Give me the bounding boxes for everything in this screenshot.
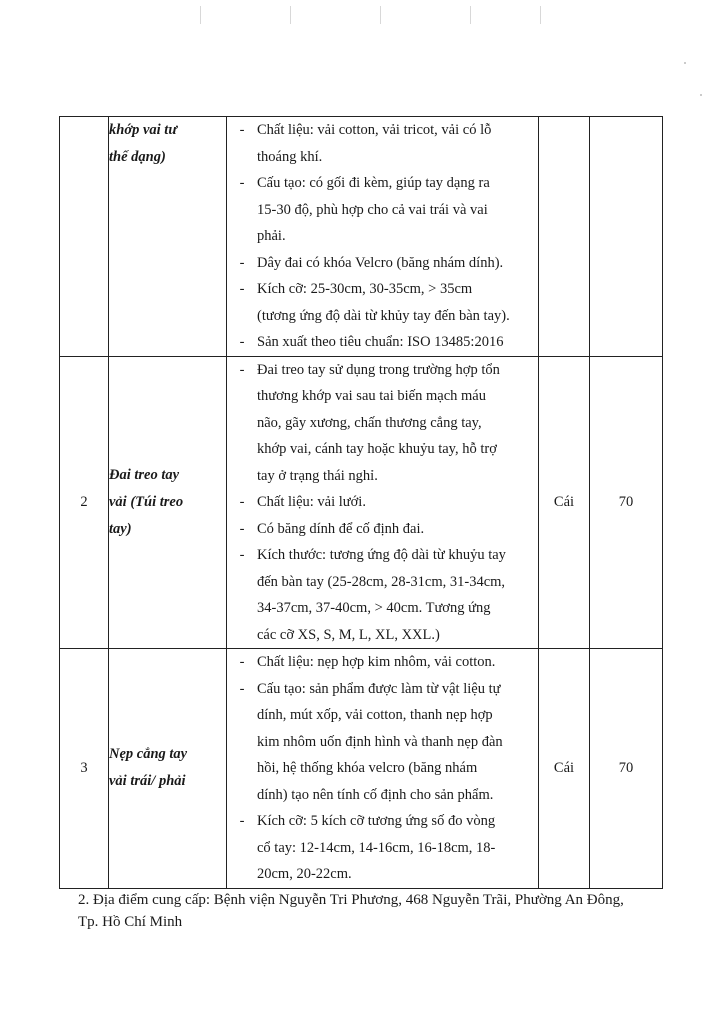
quantity-cell xyxy=(590,117,663,357)
bullet-dash: - xyxy=(239,494,245,510)
spec-item-text: Kích cỡ: 5 kích cỡ tương ứng số đo vòng cổ tay: 12-14cm, 14-16cm, 16-18cm, 18- 20cm, 20-22cm. xyxy=(257,813,496,882)
spec-item xyxy=(227,489,538,516)
spec-item xyxy=(227,516,538,543)
bullet-dash: - xyxy=(239,281,245,297)
bullet-dash: - xyxy=(239,254,245,271)
spec-item xyxy=(227,117,538,170)
spec-item xyxy=(227,329,538,356)
bullet-dash: - xyxy=(239,334,245,350)
table-row xyxy=(60,356,663,649)
bullet-dash: - xyxy=(239,361,245,378)
product-name: Đai treo tay vải (Túi treo tay) xyxy=(109,466,184,537)
scan-speck xyxy=(684,62,686,64)
bullet-dash: - xyxy=(239,654,245,670)
spec-item xyxy=(227,676,538,809)
bullet-dash: - xyxy=(239,122,245,138)
product-name-cell xyxy=(109,117,227,357)
spec-item xyxy=(227,357,538,490)
specification-cell xyxy=(227,356,539,649)
spec-item xyxy=(227,649,538,676)
spec-item-text: Cấu tạo: có gối đi kèm, giúp tay dạng ra 15-30 độ, phù hợp cho cả vai trái và vai phải. xyxy=(257,175,490,244)
product-spec-table xyxy=(59,116,663,889)
product-name-cell xyxy=(109,649,227,889)
spec-item-text: Sản xuất theo tiêu chuẩn: ISO 13485:2016 xyxy=(257,334,504,350)
product-name: Nẹp cẳng tay vải trái/ phải xyxy=(109,746,188,790)
table-row xyxy=(60,117,663,357)
row-number: 3 xyxy=(60,649,109,889)
spec-table-body xyxy=(60,117,663,889)
spec-item xyxy=(227,250,538,277)
delivery-location: 2. Địa điểm cung cấp: Bệnh viện Nguyễn Tri Phương, 468 Nguyễn Trãi, Phường An Đông, Tp. Hồ Chí Minh xyxy=(78,892,624,930)
spec-item xyxy=(227,808,538,888)
bullet-dash: - xyxy=(239,175,245,191)
unit-cell: Cái xyxy=(539,649,590,889)
bullet-dash: - xyxy=(239,680,245,697)
unit-cell xyxy=(539,117,590,357)
spec-item-text: Chất liệu: nẹp hợp kim nhôm, vải cotton. xyxy=(257,654,496,670)
quantity-cell: 70 xyxy=(590,356,663,649)
spec-item-text: Kích cỡ: 25-30cm, 30-35cm, > 35cm (tương ứng độ dài từ khủy tay đến bàn tay). xyxy=(257,281,510,324)
bullet-dash: - xyxy=(239,813,245,829)
scan-speck xyxy=(700,94,702,96)
spec-item xyxy=(227,276,538,329)
spec-item-text: Cấu tạo: sản phẩm được làm từ vật liệu tự dính, mút xốp, vải cotton, thanh nẹp hợp kim nhôm uốn định hình và thanh nẹp đàn hồi, hệ thống khóa velcro (băng nhám dính) tạo nên tính cố định cho sản phẩm. xyxy=(257,680,503,803)
specification-cell xyxy=(227,117,539,357)
bullet-dash: - xyxy=(239,547,245,563)
spec-item-text: Có băng dính để cố định đai. xyxy=(257,520,425,537)
row-number xyxy=(60,117,109,357)
product-name-cell xyxy=(109,356,227,649)
row-number: 2 xyxy=(60,356,109,649)
scan-artifacts xyxy=(200,6,560,26)
specification-cell xyxy=(227,649,539,889)
bullet-dash: - xyxy=(239,520,245,537)
spec-item-text: Đai treo tay sử dụng trong trường hợp tổn thương khớp vai sau tai biến mạch máu não, gãy xương, chấn thương cẳng tay, khớp vai, cánh tay hoặc khuỷu tay, hỗ trợ tay ở trạng thái nghỉ. xyxy=(257,361,500,484)
spec-item-text: Chất liệu: vải lưới. xyxy=(257,494,366,510)
spec-item-text: Dây đai có khóa Velcro (băng nhám dính). xyxy=(257,254,504,271)
table-row xyxy=(60,649,663,889)
spec-item xyxy=(227,170,538,250)
spec-item-text: Chất liệu: vải cotton, vải tricot, vải có lỗ thoáng khí. xyxy=(257,122,492,165)
spec-item xyxy=(227,542,538,648)
product-name: khớp vai tư thế dạng) xyxy=(109,122,178,165)
quantity-cell: 70 xyxy=(590,649,663,889)
unit-cell: Cái xyxy=(539,356,590,649)
spec-item-text: Kích thước: tương ứng độ dài từ khuỷu tay đến bàn tay (25-28cm, 28-31cm, 31-34cm, 34-37cm, 37-40cm, > 40cm. Tương ứng các cỡ XS, S, M, L, XL, XXL.) xyxy=(257,547,506,643)
